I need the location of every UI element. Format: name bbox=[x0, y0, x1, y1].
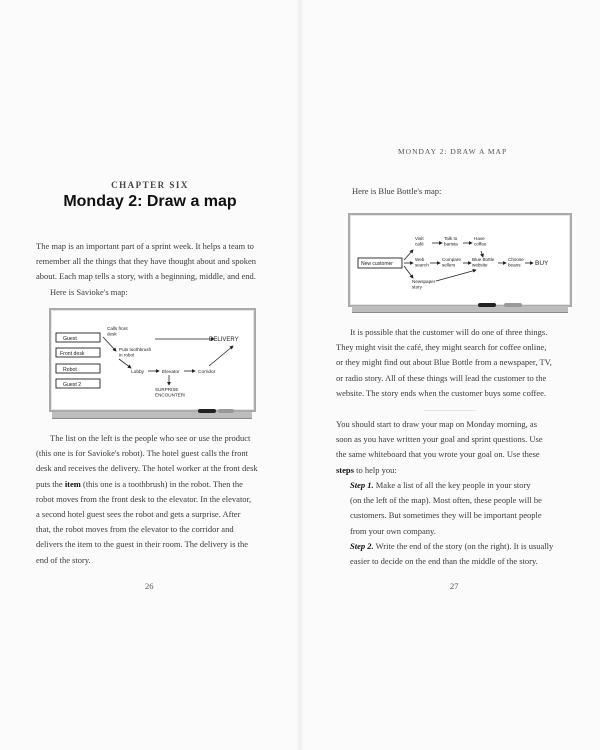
step-1-line-3: customers. But sometimes they will be important people bbox=[350, 510, 542, 521]
savioke-whiteboard bbox=[49, 308, 256, 412]
savioke-line-4-start: puts the bbox=[36, 478, 65, 489]
marker-3 bbox=[478, 303, 496, 307]
chapter-title: Monday 2: Draw a map bbox=[63, 193, 237, 210]
savioke-map-intro: Here is Savioke's map: bbox=[50, 286, 128, 297]
step-2-line-1 bbox=[336, 539, 580, 554]
bluebottle-whiteboard bbox=[348, 213, 572, 307]
step-1-line-2: (on the left of the map). Most often, these people will be bbox=[350, 495, 542, 506]
step-2-label: Step 2. bbox=[350, 541, 374, 551]
intro-line-3: about. Each map tells a story, with a beginning, middle, and end. bbox=[36, 271, 256, 282]
arrow-newspaper-to-website bbox=[436, 270, 476, 281]
actor-front-desk: Front desk bbox=[60, 351, 85, 357]
page-number-right: 27 bbox=[450, 581, 459, 591]
step-calls-front-desk: Calls front desk bbox=[107, 326, 128, 337]
start-line-4-end: to help you: bbox=[353, 464, 397, 475]
savioke-line-9: end of the story. bbox=[36, 554, 91, 565]
step-1-line-4: from your own company. bbox=[350, 525, 436, 536]
arrow-front-desk-to-lobby bbox=[119, 359, 131, 368]
possible-line-2: They might visit the café, they might search for coffee online, bbox=[336, 342, 547, 353]
term-item: item bbox=[64, 478, 81, 489]
savioke-line-4-end: (this one is a toothbrush) in the robot. Then the bbox=[80, 478, 243, 489]
step-2-text: Write the end of the story (on the right). It is usually bbox=[373, 541, 554, 551]
step-web-search: Web search bbox=[415, 257, 429, 268]
possible-line-5: website. The story ends when the customer buys some coffee. bbox=[336, 387, 547, 398]
start-line-4 bbox=[336, 463, 580, 478]
bluebottle-intro bbox=[338, 184, 578, 199]
savioke-line-1: The list on the left is the people who see or use the product bbox=[50, 433, 251, 443]
savioke-explanation-paragraph bbox=[36, 431, 272, 568]
step-1-label: Step 1. bbox=[350, 480, 374, 490]
step-buy: BUY bbox=[535, 260, 549, 267]
step-corridor: Corridor bbox=[198, 370, 216, 375]
marker-4 bbox=[504, 303, 522, 307]
actor-guest: Guest bbox=[63, 336, 77, 342]
possible-line-4: or radio story. All of these things will lead the customer to the bbox=[336, 372, 547, 383]
step-compare-sellers: Compare sellers bbox=[442, 257, 461, 268]
step-lobby: Lobby bbox=[131, 370, 145, 375]
savioke-line-6: a second hotel guest sees the robot and gets a surprise. After bbox=[36, 509, 241, 520]
step-puts-toothbrush: Puts toothbrush in robot bbox=[119, 347, 152, 358]
savioke-line-8: delivers the item to the guest in their room. The delivery is the bbox=[36, 539, 249, 550]
actor-new-customer: New customer bbox=[361, 261, 393, 267]
arrow-guest-to-front-desk bbox=[103, 337, 116, 351]
savioke-line-4 bbox=[36, 477, 272, 492]
arrow-to-visit-cafe bbox=[404, 250, 413, 260]
step-newspaper-story: Newspaper story bbox=[412, 279, 436, 290]
step-have-coffee: Have coffee bbox=[474, 236, 487, 247]
step-delivery: DELIVERY bbox=[209, 337, 239, 343]
step-2-paragraph bbox=[336, 539, 580, 569]
start-line-1: You should start to draw your map on Monday morning, as bbox=[336, 419, 537, 429]
savioke-line-3: desk and receives the delivery. The hotel worker at the front desk bbox=[36, 463, 258, 474]
chapter-label: CHAPTER SIX bbox=[111, 180, 189, 190]
step-bluebottle-website: Blue Bottle website bbox=[472, 257, 495, 268]
savioke-line-5: robot moves from the front desk to the elevator. In the elevator, bbox=[36, 493, 252, 504]
arrow-to-newspaper bbox=[404, 266, 413, 278]
bluebottle-map-diagram bbox=[350, 215, 570, 305]
section-divider bbox=[424, 410, 476, 411]
intro-line-1: The map is an important part of a sprint week. It helps a team to bbox=[36, 241, 254, 251]
possible-line-1: It is possible that the customer will do one of three things. bbox=[350, 327, 548, 337]
savioke-line-2: (this one is for Savioke's robot). The hotel guest calls the front bbox=[36, 448, 248, 459]
start-line-2: soon as you have written your goal and sprint questions. Use bbox=[336, 434, 543, 445]
intro-paragraph bbox=[36, 239, 272, 300]
possible-paragraph bbox=[336, 325, 580, 401]
possible-line-3: or they might find out about Blue Bottle from a newspaper, TV, bbox=[336, 357, 552, 368]
bluebottle-whiteboard-tray bbox=[352, 306, 568, 313]
page-number-left: 26 bbox=[145, 581, 154, 591]
step-1-text: Make a list of all the key people in your story bbox=[373, 480, 531, 490]
step-elevator: Elevator bbox=[162, 370, 180, 375]
right-page bbox=[300, 0, 600, 750]
marker-1 bbox=[198, 409, 216, 413]
intro-line-2: remember all the things that they have thought about and spoken bbox=[36, 256, 256, 267]
step-surprise-encounter: SURPRISE ENCOUNTER! bbox=[155, 387, 186, 398]
savioke-map-diagram bbox=[51, 310, 254, 410]
term-steps: steps bbox=[336, 464, 354, 475]
step-choose-beans: Choose beans bbox=[508, 257, 524, 268]
marker-2 bbox=[218, 409, 234, 413]
running-head: MONDAY 2: DRAW A MAP bbox=[398, 147, 508, 156]
savioke-line-7: that, the robot moves from the elevator to the corridor and bbox=[36, 524, 234, 535]
step-2-line-2: easier to decide on the end than the middle of the story. bbox=[350, 556, 538, 567]
savioke-whiteboard-tray bbox=[52, 412, 252, 419]
actor-guest-2: Guest 2 bbox=[63, 382, 82, 388]
bluebottle-map-intro: Here is Blue Bottle's map: bbox=[352, 186, 442, 196]
start-paragraph bbox=[336, 417, 580, 478]
step-visit-cafe: Visit café bbox=[415, 236, 424, 247]
start-line-3: the same whiteboard that you wrote your goal on. Use these bbox=[336, 449, 540, 460]
step-1-line-1 bbox=[336, 478, 580, 493]
step-talk-to-barista: Talk to barista bbox=[444, 236, 458, 247]
step-1-paragraph bbox=[336, 478, 580, 539]
actor-robot: Robot bbox=[63, 367, 77, 373]
arrow-corridor-to-delivery bbox=[209, 346, 233, 366]
